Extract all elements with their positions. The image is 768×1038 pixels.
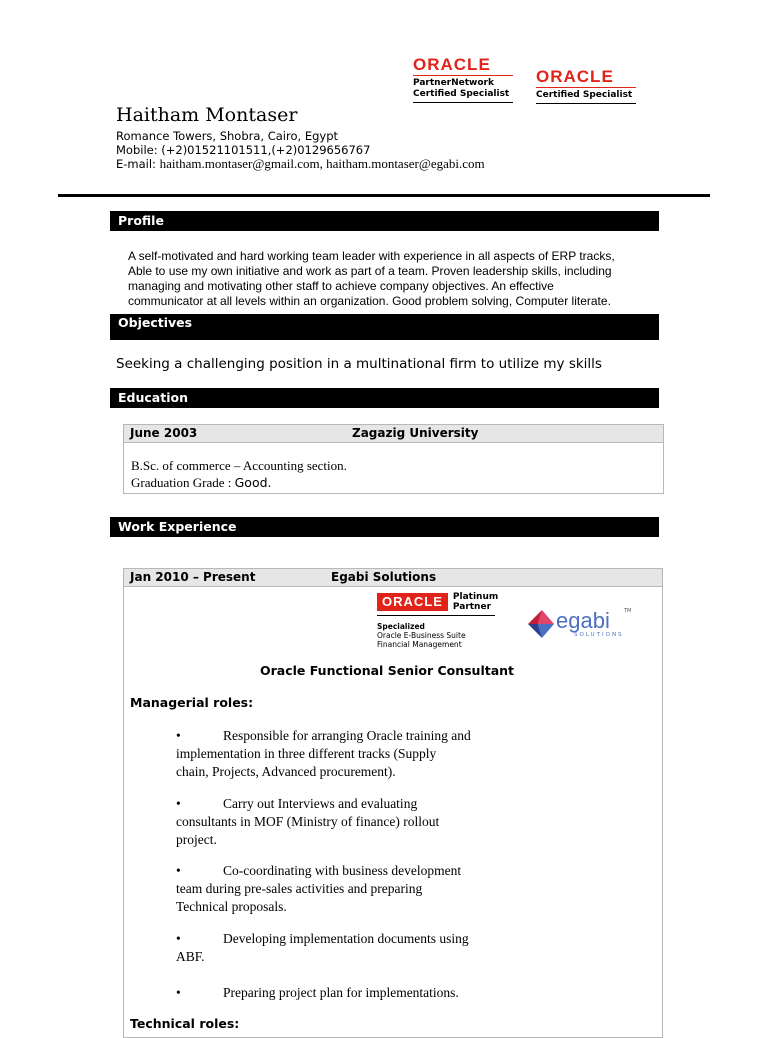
bullet-icon: • [176,728,181,743]
egabi-tm: TM [624,608,632,614]
platinum-line2: Partner [452,602,492,612]
spec-line1: Specialized [377,622,425,631]
platinum-bar [377,592,517,612]
egabi-solutions-logo [528,608,638,640]
oracle-wordmark: ORACLE [536,67,614,86]
oracle-wordmark: ORACLE [377,593,448,611]
email-addresses[interactable]: haitham.montaser@gmail.com, haitham.montaser@egabi.com [159,156,485,171]
logo-rule-bottom [536,103,636,104]
education-institution: Zagazig University [352,426,479,440]
list-item: • Co-coordinating with business development team during pre-sales activities and preparing Technical proposals. [176,863,462,914]
egabi-wordmark: egabi [556,608,610,633]
logo-rule [536,87,636,88]
work-date: Jan 2010 – Present [130,570,256,584]
grade-label: Graduation Grade : [131,475,235,490]
education-date: June 2003 [130,426,198,440]
education-details [124,443,663,491]
email-line [116,157,485,171]
education-header [124,425,663,443]
contact-block [116,129,485,171]
profile-line: communicator at all levels within an organization. Good problem solving, Computer literate. [128,294,611,308]
spec-line3: Financial Management [377,640,462,649]
logo-rule [413,75,513,76]
egabi-sub: SOLUTIONS [574,632,624,638]
logo1-line1: PartnerNetwork [413,78,494,88]
oracle-wordmark: ORACLE [413,55,491,74]
platinum-label [453,592,498,612]
technical-heading: Technical roles: [130,1016,240,1031]
profile-line: managing and motivating other staff to achieve company objectives. An effective [128,279,554,293]
mobile: Mobile: (+2)01521101511,(+2)0129656767 [116,143,371,157]
grade-value: Good. [234,475,272,490]
role-title: Oracle Functional Senior Consultant [260,663,515,678]
education-box [123,424,664,494]
profile-line: A self-motivated and hard working team leader with experience in all aspects of ERP tracks, [128,249,615,263]
candidate-name: Haitham Montaser [116,104,298,126]
spec-line2: Oracle E-Business Suite [377,631,466,640]
oracle-platinum-partner-logo [377,592,517,649]
section-header-profile: Profile [110,211,659,231]
oracle-partnernetwork-logo [413,56,513,103]
logo1-line2: Certified Specialist [413,89,510,99]
platinum-line1: Platinum [452,592,499,602]
list-item: • Preparing project plan for implementations. [176,985,459,1000]
logo-rule [377,615,495,616]
work-header [124,569,662,587]
email-label: E-mail: [116,157,160,171]
work-company: Egabi Solutions [331,570,437,584]
list-item: • Carry out Interviews and evaluating consultants in MOF (Ministry of finance) rollout project. [176,796,440,847]
section-header-work: Work Experience [110,517,659,537]
education-degree: B.Sc. of commerce – Accounting section. [131,458,347,473]
objective-text: Seeking a challenging position in a multinational firm to utilize my skills [116,356,602,372]
section-header-education: Education [110,388,659,408]
section-header-objectives: Objectives [110,314,659,340]
managerial-heading: Managerial roles: [130,695,254,710]
list-item: • Developing implementation documents using ABF. [176,931,469,964]
bullet-icon: • [176,931,181,946]
profile-text [128,249,658,309]
header-divider [58,194,710,197]
bullet-icon: • [176,863,181,878]
address: Romance Towers, Shobra, Cairo, Egypt [116,129,339,143]
bullet-icon: • [176,985,181,1000]
profile-line: Able to use my own initiative and work as part of a team. Proven leadership skills, including [128,264,612,278]
education-grade [131,474,663,491]
oracle-certified-logo [536,68,636,104]
specialization [377,622,517,649]
logo-rule-bottom [413,102,513,103]
bullet-icon: • [176,796,181,811]
list-item: • Responsible for arranging Oracle training and implementation in three different tracks (Supply chain, Projects, Advanced procurement). [176,728,471,779]
logo2-line1: Certified Specialist [536,90,633,100]
